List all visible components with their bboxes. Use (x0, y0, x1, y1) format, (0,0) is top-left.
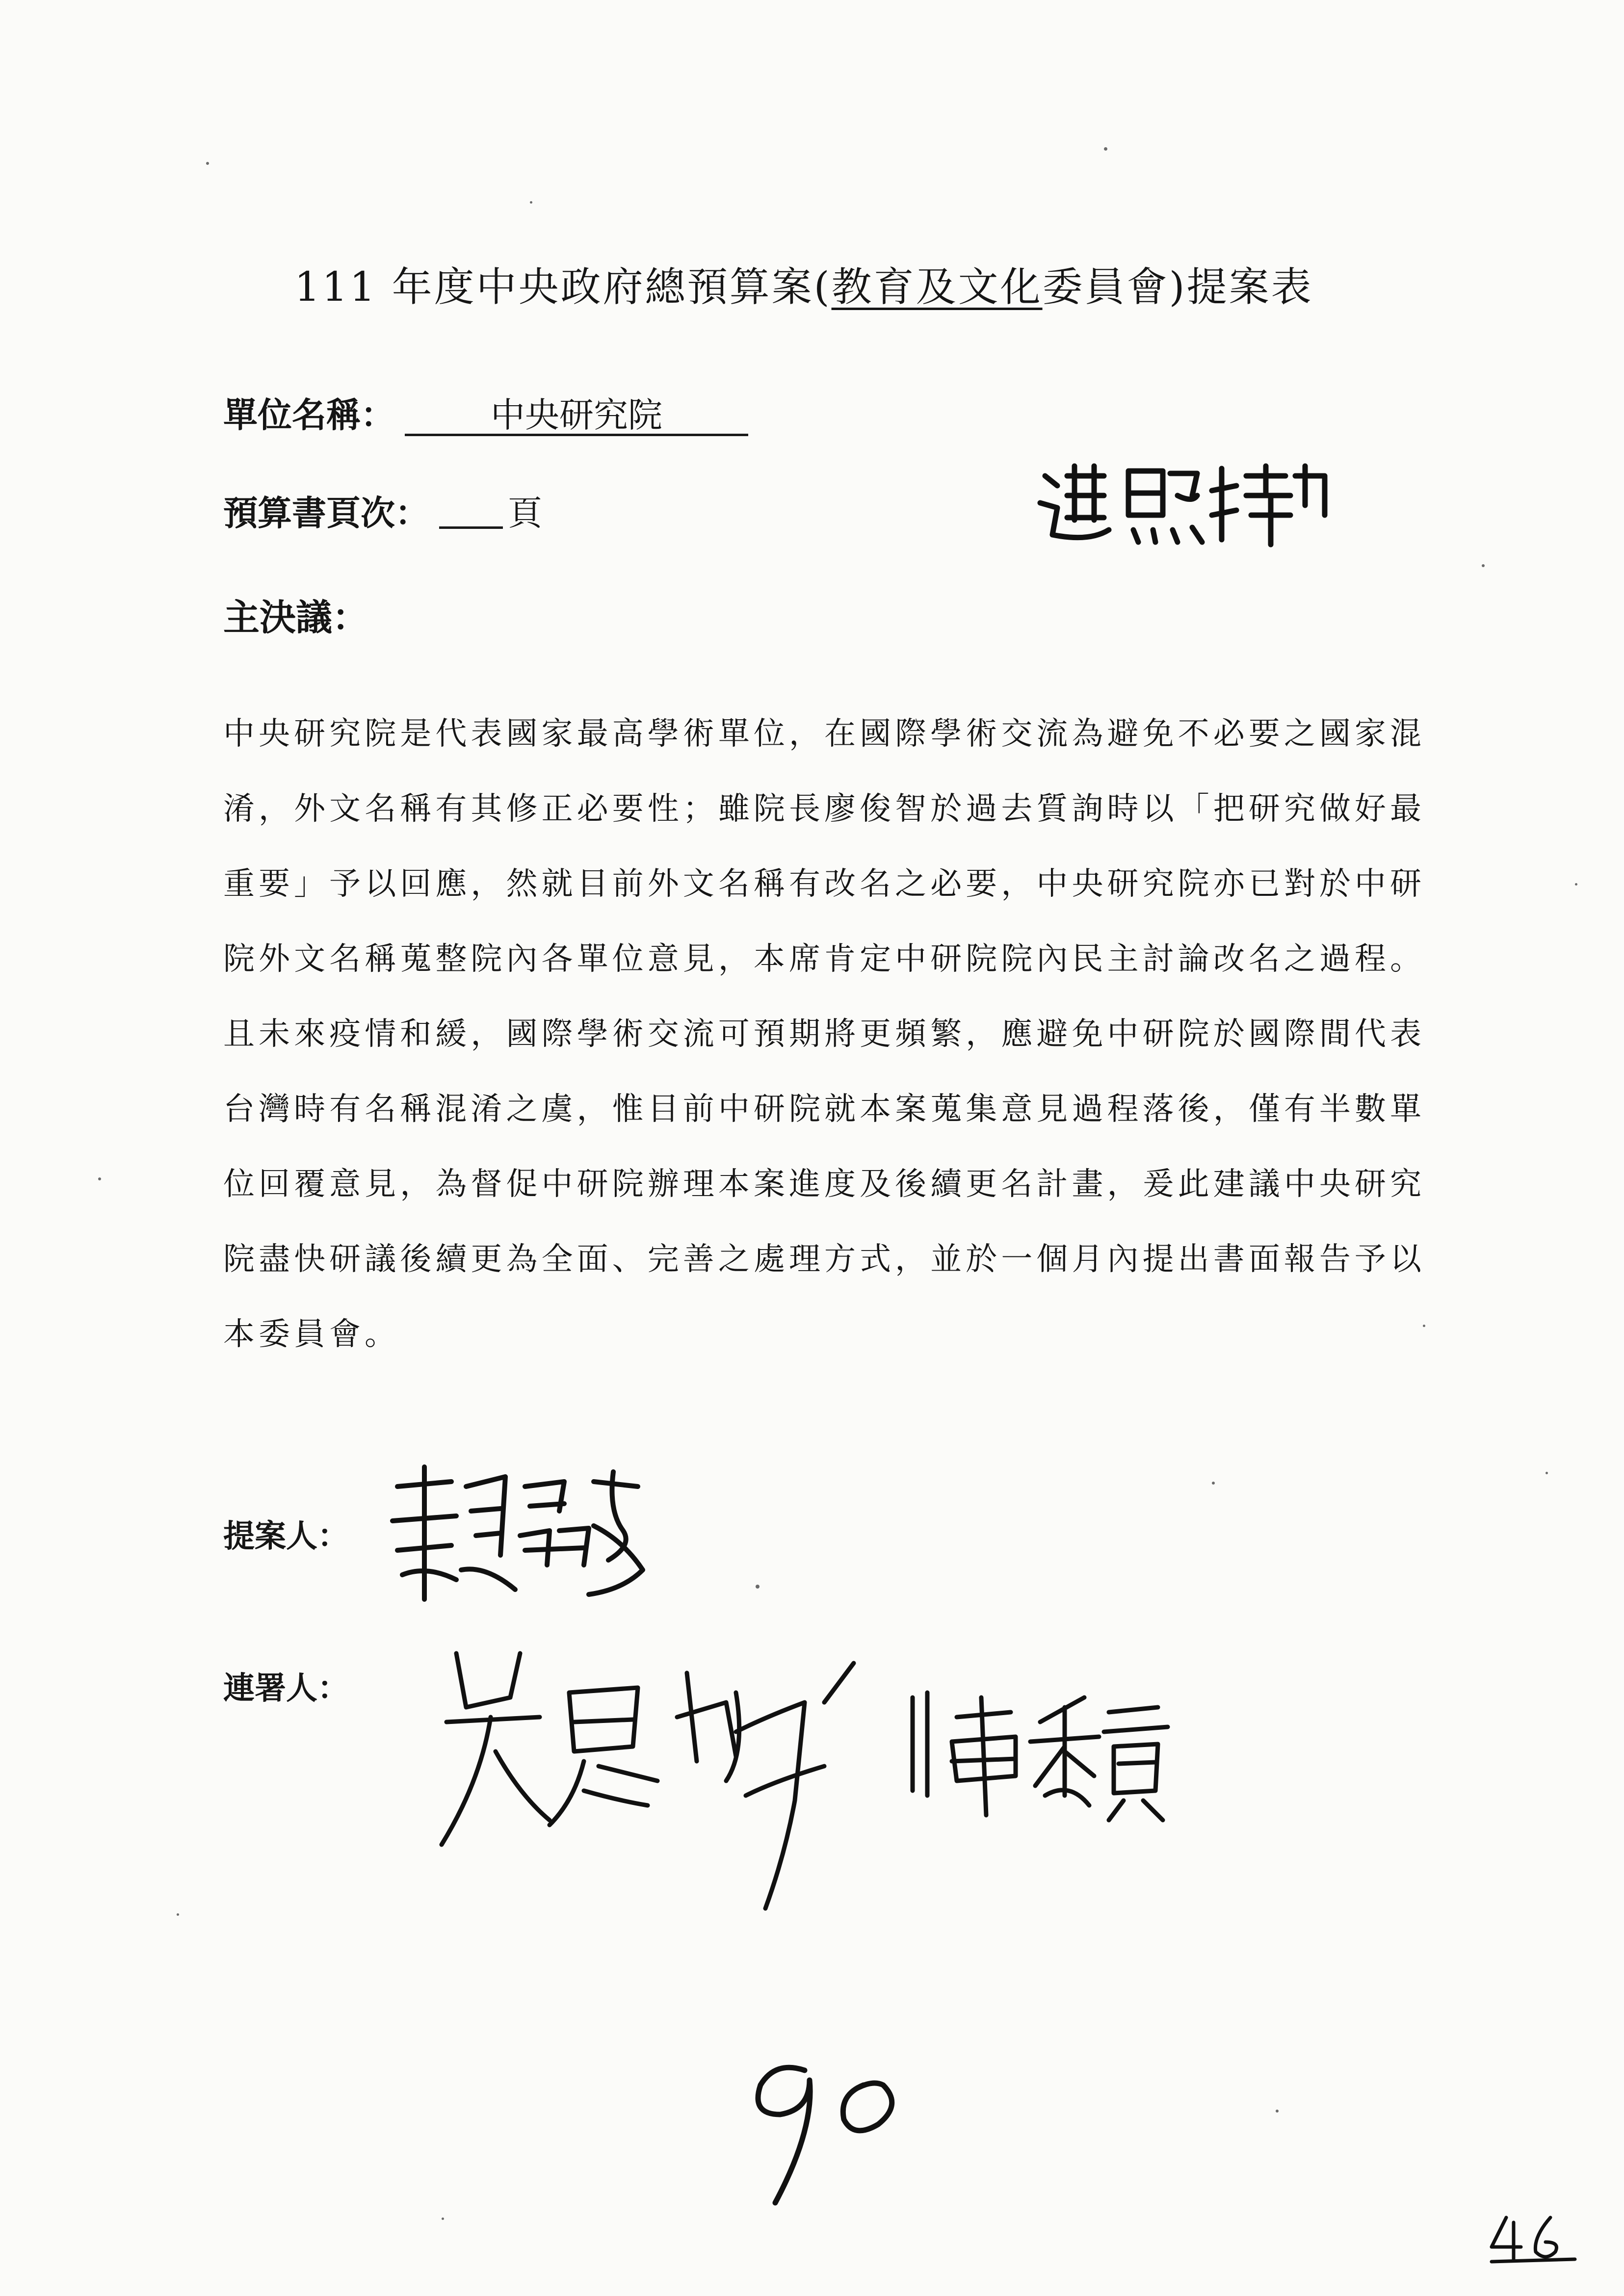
scan-speck (1276, 2110, 1279, 2113)
resolution-label: 主決議： (223, 597, 368, 639)
cosigner-signature-1 (422, 1634, 873, 1938)
document-title (294, 255, 1374, 313)
unit-value: 中央研究院 (405, 397, 748, 436)
proposer-signature (378, 1452, 653, 1614)
proposer-label: 提案人： (223, 1518, 349, 1555)
cosigner-label: 連署人： (223, 1670, 349, 1707)
title-suffix: 委員會)提案表 (1042, 264, 1313, 311)
scan-speck (1575, 883, 1577, 886)
unit-label: 單位名稱： (223, 395, 395, 435)
budget-page-field (223, 486, 542, 535)
scan-speck (206, 162, 209, 165)
page-blank-line (439, 497, 503, 529)
page-number-handwriting (716, 2041, 922, 2213)
scan-speck (442, 2218, 444, 2220)
approval-note-handwriting (1030, 456, 1349, 554)
cosigner-signature-2 (903, 1678, 1178, 1825)
title-prefix: 111 年度中央政府總預算案( (294, 264, 832, 311)
resolution-text: 中央研究院是代表國家最高學術單位，在國際學術交流為避免不必要之國家混淆，外文名稱有其修正必要性；雖院長廖俊智於過去質詢時以「把研究做好最重要」予以回應，然就目前外文名稱有改名之必要，中央研究院亦已對於中研院外文名稱蒐整院內各單位意見，本席肯定中研院院內民主討論改名之過程。且未來疫情和緩，國際學術交流可預期將更頻繁，應避免中研院於國際間代表台灣時有名稱混淆之虞，惟目前中研院就本案蒐集意見過程落後，僅有半數單位回覆意見，為督促中研院辦理本案進度及後續更名計畫，爰此建議中央研究院盡快研議後續更為全面、完善之處理方式，並於一個月內提出書面報告予以本委員會。 (223, 716, 1425, 1353)
page-label: 預算書頁次： (223, 493, 429, 533)
title-committee: 教育及文化 (831, 264, 1043, 311)
scan-speck (177, 1913, 179, 1916)
scan-speck (1212, 1482, 1215, 1485)
page-unit: 頁 (508, 493, 542, 533)
unit-field (223, 388, 748, 437)
corner-mark-handwriting (1487, 2208, 1580, 2267)
scan-speck (1104, 147, 1107, 151)
scan-speck (756, 1585, 760, 1589)
scan-speck (530, 201, 532, 204)
scan-speck (1545, 1472, 1548, 1474)
scan-speck (1482, 564, 1485, 567)
scan-speck (98, 1177, 101, 1180)
